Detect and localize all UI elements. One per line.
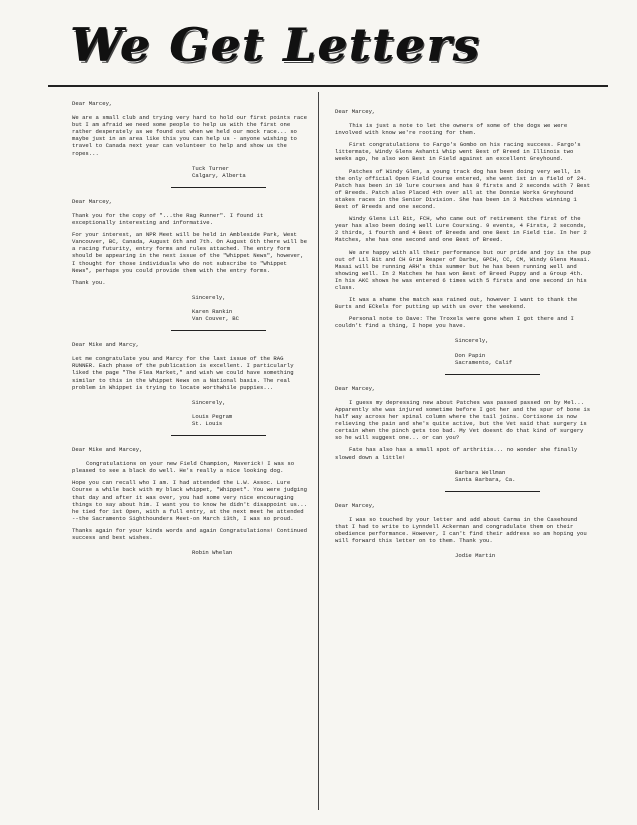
letter	[335, 502, 593, 560]
letter-paragraph: Let me congratulate you and Marcy for the last issue of the RAG RUNNER. Each phase of the publication is excellent. I particularly liked the page "The Flea Market," and wish we could have something similar to this in the Whippet News on a National basis. The real problem in Whippet is trying to locate worthwhile puppies...	[72, 355, 294, 391]
signature-line: Robin Whelan	[192, 549, 233, 557]
signature-line: Karen Rankin	[192, 307, 233, 315]
column-divider	[318, 92, 319, 810]
letter-signature	[72, 165, 308, 179]
signature-line: Barbara Wellman	[455, 468, 506, 476]
signature-line: Jodie Martin	[455, 552, 496, 560]
letter-salutation: Dear Mike and Marcey,	[72, 446, 143, 454]
letter	[335, 108, 593, 366]
letter-paragraph: We are happy with all their performance but our pride and joy is the pup out of Lil Bit and CH Grim Reaper of Darbe, GPCH, CC, CM, Windy Glens Masai. Masai will be running ARH's this summer but he has been running well and showing well. In 2 Matches he has won Best of Breed Puppy and a Group 4th. In his AKC shows he was entered 6 times with 5 firsts and one second in his class.	[335, 248, 591, 291]
signature-line: Tuck Turner	[192, 164, 229, 172]
right-column	[335, 108, 593, 559]
signature-line: St. Louis	[192, 420, 223, 427]
letter-salutation: Dear Marcey,	[335, 501, 376, 509]
letter-paragraph: It was a shame the match was rained out, however I want to thank the Burts and ECkels for putting up with us over the weekend.	[335, 296, 578, 311]
letter	[335, 385, 593, 483]
letter-paragraph: Thank you.	[72, 278, 106, 286]
signature-line: Santa Barbara, Ca.	[455, 475, 516, 483]
signature-line: Calgary, Alberta	[192, 171, 246, 179]
page-title: We Get Letters	[70, 18, 481, 72]
letter-paragraph: First congratulations to Fargo's Gombo on his racing success. Fargo's littermate, Windy Glens Ashanti Whip went Best of Breed in Illinois two weeks ago, he also won Best in Field against an excellent Greyhound.	[335, 141, 581, 163]
signature-line: Sincerely,	[455, 337, 489, 345]
letter-salutation: Dear Marcey,	[335, 108, 376, 115]
letter-paragraph: Thanks again for your kinds words and again Congratulations! Continued success and best wishes.	[72, 526, 307, 542]
letter-paragraph: We are a small club and trying very hard to hold our first points race but I am afraid we need some people to help us with the first one rather desperately as we found out when we held our mock race... so maybe just in an area like this you can help us - anyone wishing to travel to Canada next year can volunteer to help and show us the ropes...	[72, 114, 307, 157]
letter-paragraph: Windy Glens Lil Bit, FCH, who came out of retirement the first of the year has also been doing well Lure Coursing. 9 events, 4 Firsts, 2 seconds, 2 thirds, 1 fourth and 4 Best of Breeds and one Best in Field tie. In her 2 Matches, she has one second and one Best of Breed.	[335, 215, 587, 244]
letter-paragraph: This is just a note to let the owners of some of the dogs we were involved with know we're rooting for them.	[335, 122, 568, 137]
letter-paragraph: Fate has also has a small spot of arthritis... no wonder she finally slowed down a little!	[335, 446, 578, 461]
signature-line	[192, 301, 308, 308]
letter-salutation: Dear Marcey,	[72, 100, 113, 107]
letter-paragraph: Congratulations on your new Field Champion, Maverick! I was so pleased to see a black do well. He's really a nice looking dog.	[72, 460, 295, 475]
signature-line: Louis Pegram	[192, 412, 233, 420]
letter-separator	[445, 374, 540, 375]
letter-paragraph: Hope you can recall who I am. I had attended the L.W. Assoc. Lure Course a while back with my black whippet, "Whippet". You were judging that day and after it was over, you had some very nice encouraging things to say about him. I want you to know he didn't disappoint us... he tied for 1st Open, with a full entry, at the next meet he attended --the Sacramento Sighthounders Meet-on March 13th, I was so proud.	[72, 479, 307, 522]
letter-signature	[335, 337, 593, 365]
left-column	[72, 100, 308, 556]
letter-salutation: Dear Marcey,	[335, 384, 376, 392]
signature-line: Sincerely,	[192, 398, 226, 406]
title-rule	[48, 85, 608, 87]
letter-paragraph: For your interest, an NPR Meet will be held in Ambleside Park, West Vancouver, BC, Canada, August 6th and 7th. On August 6th there will be a racing futurity, entry forms and rules attached. The entry form should be appearing in the next issue of the "Whippet News", however, I thought for those individuals who do not subscribe to "Whippet News", perhaps you could provide them with the entry forms.	[72, 231, 307, 274]
letter-paragraph: Thank you for the copy of "...the Rag Runner". I found it exceptionally interesting and informative.	[72, 211, 264, 227]
signature-line: Sincerely,	[192, 293, 226, 301]
letter-paragraph: Personal note to Dave: The Troxels were gone when I got there and I couldn't find a thing, I hope you have.	[335, 315, 574, 330]
letter	[72, 446, 308, 556]
signature-line: Don Papin	[455, 351, 486, 359]
letter-salutation: Dear Mike and Marcy,	[72, 341, 140, 349]
letter-paragraph: I guess my depressing new about Patches was passed passed on by Mel... Apparently she was injured sometime before I got her and the spur of bone is half way across her spinal column where the tail joins. Cortisone is now relieving the pain and she's quite active, but the Vet said that surgery is certain when the pinch gets too bad. My Vet doesnt do that kind of surgery so he will suggest one... or can you?	[335, 398, 591, 442]
letter-signature	[335, 552, 593, 559]
letter-paragraph: Patches of Windy Glen, a young track dog has been doing very well, in the only official Open Field Course entered, she went 1st in a field of 24. Patch has been in 10 lure courses and has 8 firsts and 2 seconds with 7 Best of Breeds. Patch also Placed 4th over all at the Donnie Works Greyhound stakes races in the Senior Division. She has been in 3 Matches winning 1 Best of Breeds and one second.	[335, 167, 591, 211]
letter-separator	[171, 187, 266, 188]
letter-signature	[72, 549, 308, 556]
letter-signature	[72, 399, 308, 427]
letter-separator	[445, 491, 540, 492]
letter-signature	[72, 294, 308, 322]
letter-separator	[171, 330, 266, 331]
signature-line	[192, 406, 308, 413]
letter-signature	[335, 469, 593, 483]
signature-line	[455, 345, 593, 352]
letter	[72, 341, 308, 427]
letter-salutation: Dear Marcey,	[72, 197, 113, 205]
signature-line: Sacramento, Calif	[455, 358, 513, 366]
letter-paragraph: I was so touched by your letter and add about Carma in the Casehound that I had to write to Lynndell Ackerman and congradulate them on their obedience performance. However, I can't find their address so am hoping you will forward this letter on to them. Thank you.	[335, 515, 587, 545]
letter-separator	[171, 435, 266, 436]
signature-line: Van Couver, BC	[192, 315, 239, 323]
letter	[72, 198, 308, 322]
letter	[72, 100, 308, 179]
